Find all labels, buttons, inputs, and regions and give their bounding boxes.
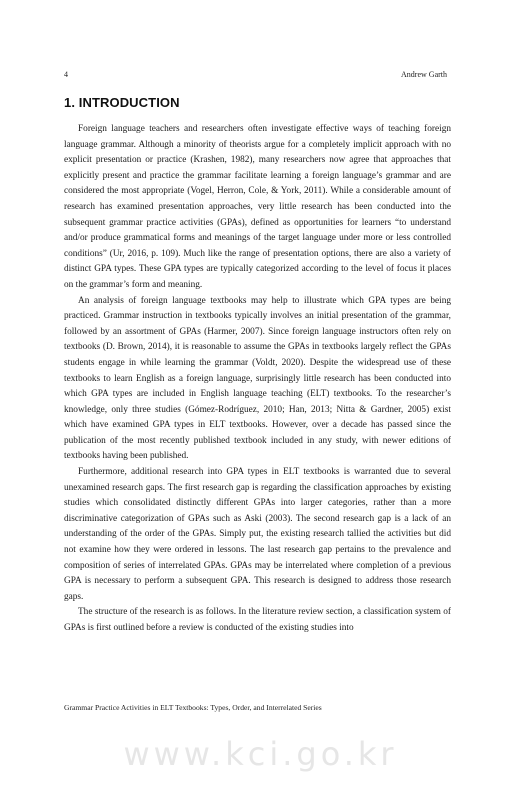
watermark: www.kci.go.kr	[123, 735, 398, 773]
footer-journal-line: Grammar Practice Activities in ELT Textbooks: Types, Order, and Interrelated Series	[64, 703, 322, 712]
body-text	[64, 122, 451, 637]
section-title: 1. INTRODUCTION	[64, 95, 180, 110]
running-head	[64, 70, 447, 79]
running-head-author: Andrew Garth	[401, 70, 447, 79]
paragraph-3: Furthermore, additional research into GPA types in ELT textbooks is warranted due to several unexamined research gaps. The first research gap is regarding the classification approaches by existing studies which consolidated distinctly different GPAs into larger categories, rather than a more discriminative categorization of GPAs such as Aski (2003). The second research gap is a lack of an understanding of the order of the GPAs. Simply put, the existing research tallied the activities but did not examine how they were ordered in lessons. The last research gap pertains to the prevalence and composition of series of interrelated GPAs. GPAs may be interrelated where completion of a previous GPA is necessary to perform a subsequent GPA. This research is designed to address those research gaps.	[64, 467, 451, 602]
paragraph-2: An analysis of foreign language textbooks may help to illustrate which GPA types are being practiced. Grammar instruction in textbooks typically involves an initial presentation of the grammar, followed by an assortment of GPAs (Harmer, 2007). Since foreign language instructors often rely on textbooks (D. Brown, 2014), it is reasonable to assume the GPAs in textbooks largely reflect the GPAs students engage in while learning the grammar (Voldt, 2020). Despite the widespread use of these textbooks to learn English as a foreign language, surprisingly little research has been conducted into which GPA types are included in English language teaching (ELT) textbooks. To the researcher’s knowledge, only three studies (Gómez-Rodríguez, 2010; Han, 2013; Nitta & Gardner, 2005) exist which have examined GPA types in ELT textbooks. However, over a decade has passed since the publication of the most recently published textbook included in any study, with newer editions of textbooks having been published.	[64, 295, 451, 462]
paragraph-1: Foreign language teachers and researchers often investigate effective ways of teaching foreign language grammar. Although a minority of theorists argue for a completely implicit approach with no explicit presentation or practice (Krashen, 1982), many researchers now agree that approaches that explicitly present and practice the grammar facilitate learning a foreign language’s grammar and are considered the most appropriate (Vogel, Herron, Cole, & York, 2011). While a considerable amount of research has examined presentation approaches, very little research has been conducted into the subsequent grammar practice activities (GPAs), defined as opportunities for learners “to understand and/or produce grammatical forms and meanings of the target language under more or less controlled conditions” (Ur, 2016, p. 109). Much like the range of presentation options, there are also a variety of distinct GPA types. These GPA types are typically categorized according to the level of focus it places on the grammar’s form and meaning.	[64, 124, 451, 290]
paragraph-4: The structure of the research is as follows. In the literature review section, a classification system of GPAs is first outlined before a review is conducted of the existing studies into	[64, 607, 451, 633]
page-number: 4	[64, 70, 68, 79]
